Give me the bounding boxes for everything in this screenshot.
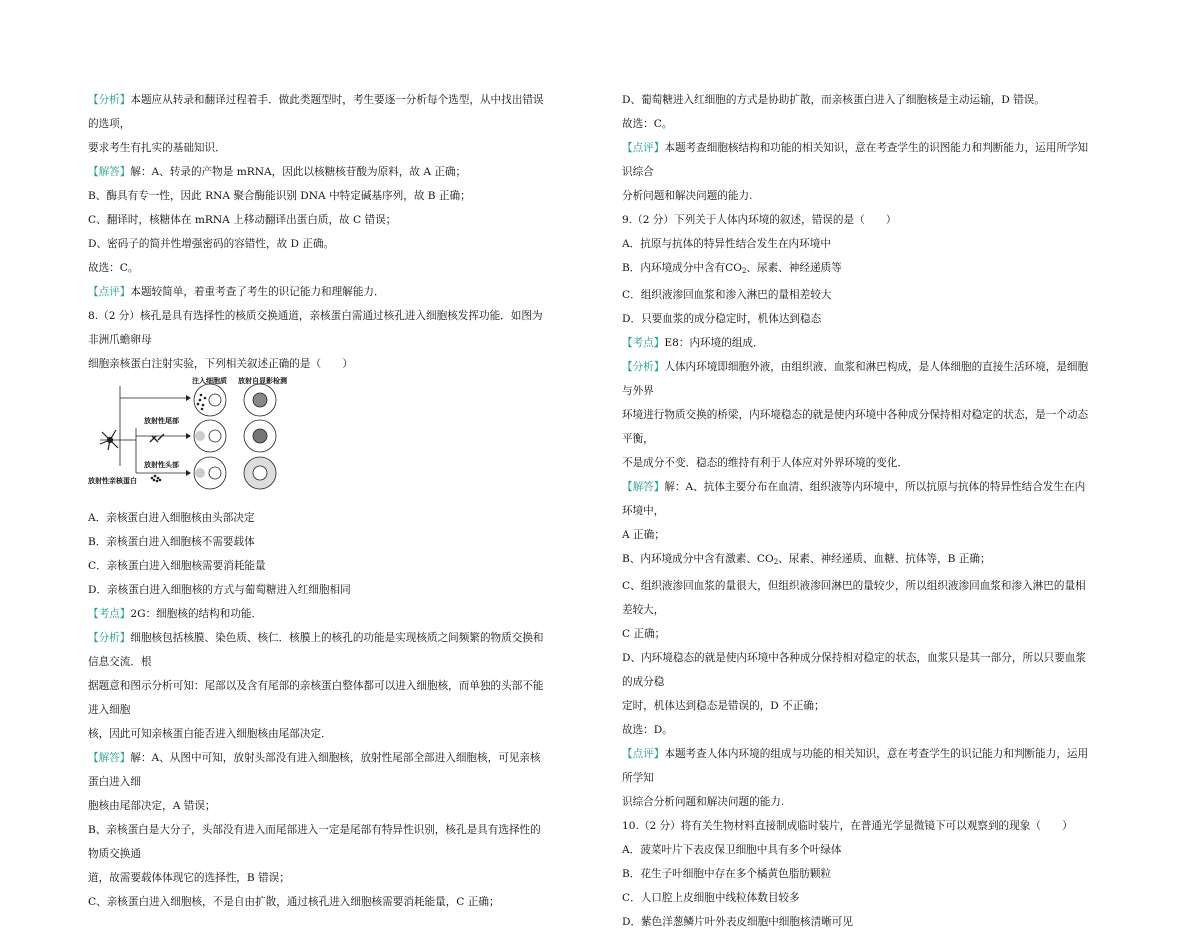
q10-option-a: A．菠菜叶片下表皮保卫细胞中具有多个叶绿体	[622, 844, 842, 856]
inject-label: 注入细胞质	[192, 376, 227, 385]
kaodian-tag: 【考点】	[88, 608, 131, 620]
q7-jieda-b	[88, 184, 548, 208]
comment-tag: 【点评】	[88, 286, 131, 298]
q8-option-b: B．亲核蛋白进入细胞核不需要载体	[88, 536, 255, 548]
q8-kaodian	[88, 602, 548, 626]
text: B．内环境成分中含有	[622, 262, 726, 274]
q8-jieda-3: B、亲核蛋白是大分子，头部没有进入而尾部进入一定是尾部有特异性识别，核孔是具有选择性的物质交换通	[88, 824, 541, 860]
answer-tag: 【解答】	[622, 481, 665, 493]
comment-tag: 【点评】	[622, 748, 665, 760]
q8-dianping-2: 分析问题和解决问题的能力.	[622, 190, 753, 202]
text: C、翻译时，核糖体在 mRNA 上移动翻译出蛋白质，故 C 错误；	[88, 214, 397, 226]
cell-row1-detected	[244, 384, 276, 416]
protein-label: 放射性亲核蛋白	[88, 476, 137, 485]
q8-experiment-figure	[88, 378, 288, 502]
q8-fenxi-2: 据题意和图示分析可知：尾部以及含有尾部的亲核蛋白整体都可以进入细胞核，而单独的头部不能进入细胞	[88, 680, 544, 716]
head-icon	[151, 475, 162, 483]
q7-jieda-d	[88, 232, 548, 256]
text: B、内环境成分中含有激素、	[622, 553, 757, 565]
q7-jieda-line1	[88, 160, 548, 184]
detect-label: 放射自显影检测	[238, 376, 287, 385]
q10-stem: 10.（2 分）将有关生物材料直接制成临时装片，在普通光学显微镜下可以观察到的现象（ ）	[622, 820, 1073, 832]
q9-kaodian	[622, 331, 1092, 355]
text: 解：A、转录的产物是 mRNA，因此以核糖核苷酸为原料，故 A 正确；	[130, 166, 467, 178]
text: D、密码子的简并性增强密码的容错性，故 D 正确。	[88, 238, 335, 250]
text: 细胞核包括核膜、染色质、核仁．核膜上的核孔的功能是实现核质之间频繁的物质交换和信息交流．根	[88, 632, 544, 668]
q7-dianping	[88, 280, 548, 304]
co2-text: CO	[756, 553, 774, 565]
cell-row2-detected	[244, 420, 276, 452]
q8-jieda-d: D、葡萄糖进入红细胞的方式是协助扩散，而亲核蛋白进入了细胞核是主动运输，D 错误。	[622, 94, 1045, 106]
text: 、尿素、神经递质等	[746, 262, 842, 274]
q9-jieda-3	[622, 547, 1092, 574]
q9-jieda-5: C 正确；	[622, 628, 666, 640]
q8-stem-line2: 细胞亲核蛋白注射实验，下列相关叙述正确的是（ ）	[88, 358, 353, 370]
text: 2G：细胞核的结构和功能．	[130, 608, 263, 620]
q9-jieda-2: A 正确；	[622, 529, 665, 541]
q8-choice: 故选：C。	[622, 118, 673, 130]
analysis-tag: 【分析】	[88, 94, 131, 106]
q9-dianping-1	[622, 742, 1092, 790]
q8-option-d: D．亲核蛋白进入细胞核的方式与葡萄糖进入红细胞相同	[88, 584, 351, 596]
q8-fenxi-1	[88, 626, 548, 674]
text: 解：A、抗体主要分布在血清、组织液等内环境中，所以抗原与抗体的特异性结合发生在内环境中，	[622, 481, 1086, 517]
q8-jieda-1	[88, 746, 548, 794]
co2-text: CO	[725, 262, 742, 274]
answer-tag: 【解答】	[88, 752, 131, 764]
q9-stem: 9.（2 分）下列关于人体内环境的叙述，错误的是（ ）	[622, 214, 897, 226]
q9-jieda-7: 定时，机体达到稳态是错误的，D 不正确；	[622, 700, 825, 712]
q8-option-c: C．亲核蛋白进入细胞核需要消耗能量	[88, 560, 266, 572]
q9-fenxi-1	[622, 355, 1092, 403]
q10-option-b: B．花生子叶细胞中存在多个橘黄色脂肪颗粒	[622, 868, 832, 880]
left-column	[88, 88, 548, 914]
head-label: 放射性头部	[144, 460, 179, 469]
tail-label: 放射性尾部	[144, 416, 179, 425]
q8-dianping-1	[622, 136, 1092, 184]
q8-jieda-5: C、亲核蛋白进入细胞核，不是自由扩散，通过核孔进入细胞核需要消耗能量，C 正确；	[88, 896, 500, 908]
q9-choice: 故选：D。	[622, 724, 673, 736]
q9-dianping-2: 识综合分析问题和解决问题的能力.	[622, 796, 785, 808]
right-column	[622, 88, 1092, 934]
q9-option-d: D．只要血浆的成分稳定时，机体达到稳态	[622, 313, 822, 325]
q9-jieda-1	[622, 475, 1092, 523]
text: B、酶具有专一性，因此 RNA 聚合酶能识别 DNA 中特定碱基序列，故 B 正确；	[88, 190, 471, 202]
cell-row1-injected	[194, 384, 226, 416]
text: 本题应从转录和翻译过程着手．做此类题型时，考生要逐一分析每个选型，从中找出错误的选项，	[88, 94, 544, 130]
text: 本题考查细胞核结构和功能的相关知识，意在考查学生的识图能力和判断能力，运用所学知识综合	[622, 142, 1089, 178]
q7-fenxi-line2	[88, 136, 548, 160]
q9-option-b	[622, 256, 1092, 283]
text: 本题较简单，着重考查了考生的识记能力和理解能力．	[130, 286, 385, 298]
subscript: 2	[773, 558, 779, 566]
cell-row3-injected	[194, 457, 226, 489]
tail-icon	[150, 434, 164, 442]
q7-fenxi-line1	[88, 88, 548, 136]
text: 故选：C。	[88, 262, 139, 274]
q9-fenxi-3: 不是成分不变．稳态的维持有利于人体应对外界环境的变化．	[622, 457, 909, 469]
q7-choice	[88, 256, 548, 280]
cell-row3-detected	[244, 457, 276, 489]
text: E8：内环境的组成．	[664, 337, 764, 349]
q9-jieda-4: C、组织液渗回血浆的量很大，但组织液渗回淋巴的量较少，所以组织液渗回血浆和渗入淋巴的量相差较大，	[622, 580, 1086, 616]
answer-tag: 【解答】	[88, 166, 131, 178]
q9-option-a: A．抗原与抗体的特异性结合发生在内环境中	[622, 238, 831, 250]
q7-jieda-c	[88, 208, 548, 232]
q10-option-d: D．紫色洋葱鳞片叶外表皮细胞中细胞核清晰可见	[622, 916, 853, 928]
text: 本题考查人体内环境的组成与功能的相关知识，意在考查学生的识记能力和判断能力，运用所学知	[622, 748, 1089, 784]
q8-jieda-2: 胞核由尾部决定，A 错误；	[88, 800, 216, 812]
cell-row2-injected	[194, 420, 226, 452]
q8-stem-line1: 8.（2 分）核孔是具有选择性的核质交换通道，亲核蛋白需通过核孔进入细胞核发挥功能．如图为非洲爪蟾卵母	[88, 310, 543, 346]
analysis-tag: 【分析】	[88, 632, 131, 644]
comment-tag: 【点评】	[622, 142, 665, 154]
text: 解：A、从图中可知，放射头部没有进入细胞核，放射性尾部全部进入细胞核，可见亲核蛋白进入细	[88, 752, 541, 788]
q9-option-c: C．组织液渗回血浆和渗入淋巴的量相差较大	[622, 289, 832, 301]
text: 、尿素、神经递质、血糖、抗体等，B 正确；	[778, 553, 991, 565]
text: 人体内环境即细胞外液，由组织液、血浆和淋巴构成，是人体细胞的直接生活环境，是细胞与外界	[622, 361, 1089, 397]
text: 要求考生有扎实的基础知识．	[88, 142, 226, 154]
subscript: 2	[741, 267, 747, 275]
q10-option-c: C．人口腔上皮细胞中线粒体数目较多	[622, 892, 800, 904]
analysis-tag: 【分析】	[622, 361, 665, 373]
q8-fenxi-3: 核，因此可知亲核蛋白能否进入细胞核由尾部决定．	[88, 728, 332, 740]
q8-jieda-4: 道，故需要载体体现它的选择性，B 错误；	[88, 872, 290, 884]
q9-jieda-6: D、内环境稳态的就是使内环境中各种成分保持相对稳定的状态，血浆只是其一部分，所以只要血浆的成分稳	[622, 652, 1087, 688]
q8-option-a: A．亲核蛋白进入细胞核由头部决定	[88, 512, 255, 524]
kaodian-tag: 【考点】	[622, 337, 665, 349]
q9-fenxi-2: 环境进行物质交换的桥梁，内环境稳态的就是使内环境中各种成分保持相对稳定的状态，是一个动态平衡，	[622, 409, 1089, 445]
